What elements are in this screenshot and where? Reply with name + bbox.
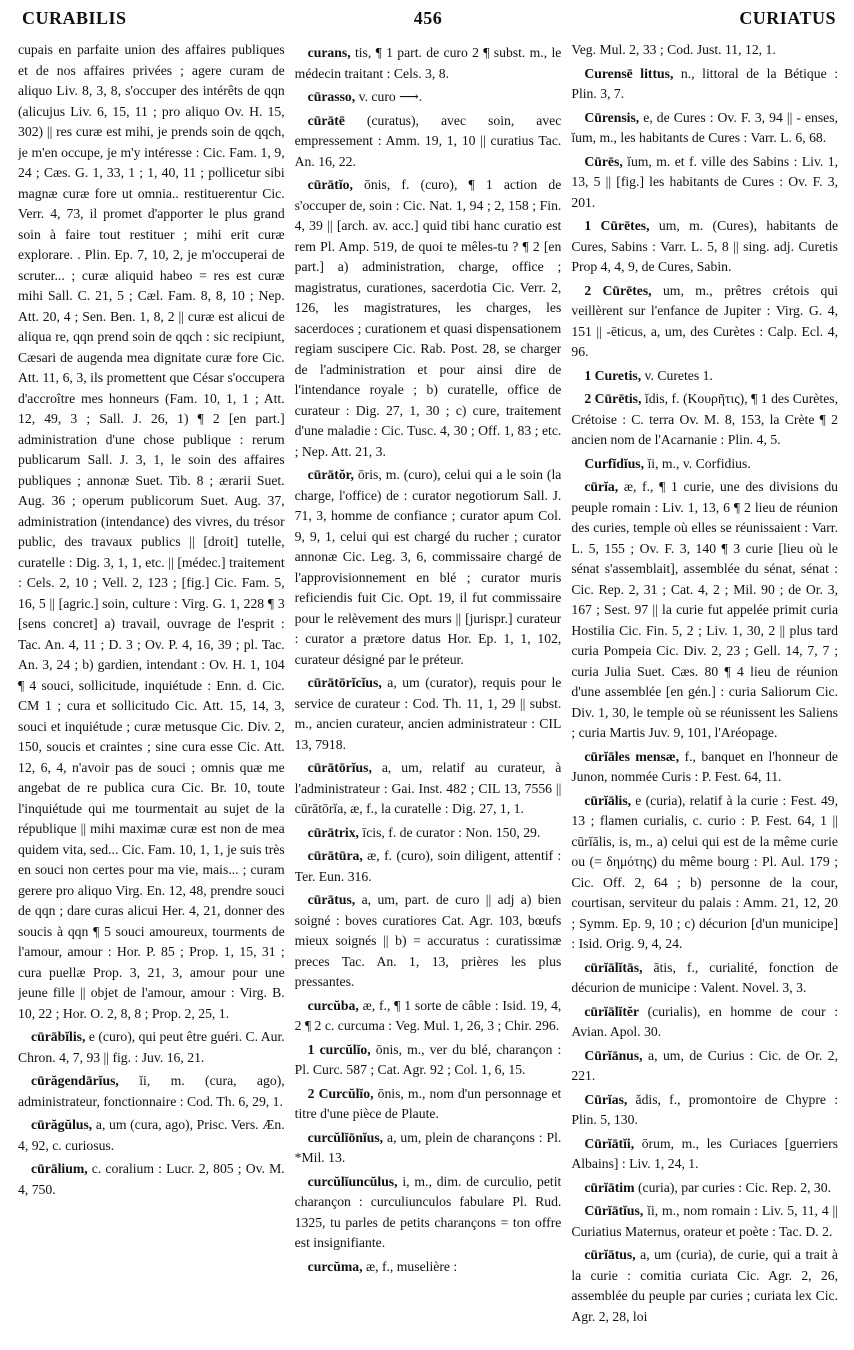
entry-text: æ, f. (curo), soin diligent, attentif : Ter. Eun. 316.	[294, 848, 562, 884]
dictionary-entry	[571, 958, 838, 999]
dictionary-entry	[571, 1178, 838, 1199]
entry-text: æ, f., ¶ 1 curie, une des divisions du peuple romain : Liv. 1, 13, 6 ¶ 2 lieu de réunion des curies, temple où elles se réunissaient : Varr. L. 5, 155 ; Ov. F. 3, 140 ¶ 3 curie [lieu où le sénat s'assemblait], assemblée du sénat, sénat : Cic. Rep. 2, 31 ; Cat. 4, 2 ; Mil. 90 ; de Or. 3, 167 ; Sest. 97 || la curie fut appelée primit curia Hostilia Cic. Fin. 5, 2 ; Liv. 1, 30, 2 || plus tard curia Pompeia Cic. Div. 2, 23 ; Gell. 14, 7, 7 ; curia Julia Suet. Cæs. 80 ¶ 4 lieu de réunion d'une assemblée [en gén.] : curia Saliorum Cic. Div. 1, 30, le temple où se réunissent les Saliens ; curia Martis Juv. 9, 101, l'Aréopage.	[571, 479, 839, 740]
dictionary-entry	[295, 43, 562, 84]
dictionary-entry	[295, 673, 562, 755]
dictionary-entry	[295, 890, 562, 993]
dictionary-entry	[295, 1040, 562, 1081]
dictionary-entry	[295, 1172, 562, 1254]
entry-headword: cūrăgŭlus,	[31, 1117, 93, 1132]
entry-text: (curia), par curies : Cic. Rep. 2, 30.	[634, 1179, 832, 1195]
entry-text: ōrum, m., les Curiaces [guerriers Albains] : Liv. 1, 24, 1.	[571, 1135, 839, 1171]
dictionary-entry	[18, 1159, 285, 1200]
dictionary-entry	[571, 216, 838, 278]
dictionary-entry	[295, 823, 562, 844]
dictionary-entry	[571, 389, 838, 451]
entry-headword: Curensē littus,	[584, 65, 674, 81]
entry-headword: cūrātrix,	[307, 824, 359, 840]
entry-headword: curcŭba,	[307, 997, 359, 1013]
entry-text: c. coralium : Lucr. 2, 805 ; Ov. M. 4, 750.	[18, 1161, 285, 1197]
dictionary-entry	[571, 477, 838, 744]
dictionary-entry	[571, 1134, 838, 1175]
entry-headword: cūrĭālĭtās,	[584, 959, 643, 975]
dictionary-entry	[571, 454, 838, 475]
entry-text: a, um (curia), de curie, qui a trait à la curie : comitia curiata Cic. Agr. 2, 26, assemblée du peuple par curies ; curiata lex Cic. Agr. 2, 28, loi	[571, 1247, 839, 1324]
entry-text: ĭi, m., v. Corfidius.	[644, 455, 751, 471]
dictionary-entry	[295, 87, 562, 108]
entry-headword: cūrĭālis,	[584, 792, 632, 808]
entry-text: i, m., dim. de curculio, petit charançon : curculiunculos fabulare Pl. Rud. 1325, tu parles de petits charançons = ton offre est insignifiante.	[294, 1173, 562, 1250]
dictionary-entry	[18, 1027, 285, 1068]
entry-text: um, m. (Cures), habitants de Cures, Sabins : Varr. L. 5, 8 || sing. adj. Curetis Prop 4, 4, 9, de Cures, Sabin.	[571, 218, 839, 274]
entry-headword: Cūrēs,	[584, 153, 623, 169]
entry-text: ōris, m. (curo), celui qui a le soin (la charge, l'office) de : curator negotiorum Sall. J. 71, 3, homme de confiance ; curator apum Col. 9, 9, 1, celui qui est chargé du rucher ; curator annonæ Cic. Leg. 3, 6, commissaire chargé de l'approvisionnement en blé ; curator muris reficiendis fuit Cic. Opt. 19, il fut commissaire pour le relèvement des murs || [jurispr.] curateur : curator a prætore datus Hor. Ep. 1, 1, 102, curateur désigné par le préteur.	[294, 467, 562, 667]
dictionary-entry	[571, 1245, 838, 1327]
entry-headword: cūrātūra,	[307, 848, 363, 863]
header-left-guideword: CURABILIS	[22, 8, 127, 28]
entry-headword: Cūrĭānus,	[584, 1047, 643, 1063]
entry-headword: cūrālium,	[31, 1161, 88, 1176]
entry-headword: Cūrensis,	[584, 109, 640, 125]
entry-text: Veg. Mul. 2, 33 ; Cod. Just. 11, 12, 1.	[571, 42, 776, 57]
dictionary-entry	[295, 846, 562, 887]
entry-headword: 1 curcŭlĭo,	[307, 1041, 371, 1057]
entry-headword: cūrātōrĭus,	[307, 760, 372, 775]
entry-text: e (curo), qui peut être guéri. C. Aur. Chron. 4, 7, 93 || fig. : Juv. 16, 21.	[18, 1029, 285, 1065]
entry-headword: cūrĭālĭtĕr	[584, 1003, 640, 1019]
dictionary-entry	[295, 758, 562, 820]
entry-text: ĭi, m. (cura, ago), administrateur, fonctionnaire : Cod. Th. 6, 29, 1.	[18, 1073, 285, 1109]
dictionary-entry	[295, 1084, 562, 1125]
dictionary-entry	[571, 1002, 838, 1043]
dictionary-entry	[571, 791, 838, 955]
entry-headword: Cūrĭātĭi,	[584, 1135, 635, 1151]
entry-text: ōnis, m., ver du blé, charançon : Pl. Curc. 587 ; Cat. Agr. 92 ; Col. 1, 6, 15.	[294, 1041, 562, 1077]
entry-headword: 1 Curetis,	[584, 367, 642, 383]
entry-headword: cūrasso,	[307, 89, 356, 104]
dictionary-entry	[571, 64, 838, 105]
entry-text: ōnis, m., nom d'un personnage et titre d'une pièce de Plaute.	[294, 1085, 562, 1121]
entry-text: a, um, relatif au curateur, à l'administrateur : Gai. Inst. 482 ; CIL 13, 7556 || cūrātōrĭa, æ, f., la curatelle : Dig. 27, 1, 1.	[294, 760, 562, 816]
dictionary-entry	[571, 1090, 838, 1131]
entry-text: f., banquet en l'honneur de Junon, nommée Curis : P. Fest. 64, 11.	[571, 748, 839, 784]
running-head	[18, 8, 838, 34]
dictionary-entry	[295, 996, 562, 1037]
entry-headword: curcŭlĭōnĭus,	[307, 1129, 384, 1145]
dictionary-entry	[295, 111, 562, 173]
entry-text: īcis, f. de curator : Non. 150, 29.	[358, 824, 541, 840]
entry-headword: cūrĭāles mensæ,	[584, 748, 680, 764]
column-2	[295, 40, 562, 1342]
entry-headword: Curfĭdĭus,	[584, 455, 645, 471]
page-number: 456	[413, 8, 443, 28]
entry-headword: cūrĭa,	[584, 479, 619, 494]
dictionary-entry	[571, 1046, 838, 1087]
entry-headword: cūrātŏr,	[307, 467, 354, 482]
entry-text: (curatus), avec soin, avec empressement : Amm. 19, 1, 10 || curatius Tac. An. 16, 22.	[294, 112, 562, 169]
entry-text: ĭi, m., nom romain : Liv. 5, 11, 4 || Curiatius Maternus, orateur et poète : Tac. D. 2.	[571, 1203, 839, 1239]
dictionary-entry	[571, 40, 838, 61]
dictionary-columns	[18, 40, 838, 1342]
entry-text: a, um (curator), requis pour le service de curateur : Cod. Th. 11, 1, 29 || subst. m., ancien curateur, ancien administrateur : CIL 13, 7918.	[294, 675, 562, 752]
entry-text: a, um, plein de charançons : Pl. *Mil. 13.	[294, 1129, 562, 1165]
entry-headword: cūrātē	[307, 112, 345, 128]
entry-text: ātis, f., curialité, fonction de décurion de municipe : Valent. Novel. 3, 3.	[571, 959, 839, 995]
entry-headword: cūrābĭlis,	[31, 1029, 86, 1044]
dictionary-entry	[18, 40, 285, 1024]
entry-text: ădis, f., promontoire de Chypre : Plin. 5, 130.	[571, 1091, 839, 1127]
entry-text: a, um, de Curius : Cic. de Or. 2, 221.	[571, 1047, 839, 1083]
entry-text: cupais en parfaite union des affaires publiques et de nos affaires privées ; agere curam de aliquo Liv. 8, 3, 8, s'occuper des intérêts de qqn (alicujus Liv. 6, 15, 11 ; pro aliquo Ov. H. 15, 302) || res curæ est mihi, je prends soin de qqch, je m'en occupe, je m'y intéresse : Cic. Fam. 1, 9, 24 ; Cæs. G. 1, 33, 1 ; 1, 40, 11 ; pollicetur sibi magnæ curæ fore ut omnia.. restituerentur Cic. Verr. 4, 73, il promet d'apporter le plus grand soin à faire tout restituer ; mihi erit curæ explorare. . Plin. Ep. 7, 10, 2, je m'occuperai de scruter... ; curæ aliquid habeo = res est curæ mihi Sall. C. 21, 5 ; Cæl. Fam. 8, 8, 10 ; Nep. Att. 20, 4 ; Sen. Ben. 1, 8, 2 || curæ est alicui de aliqua re, qqn prend soin de qqch : sic recipiunt, Cæsari de augenda mea dignitate curæ fore Cic. Att. 11, 6, 3, ils promettent que César s'occupera d'accroître mes honneurs (Fam. 10, 1, 1 ; Att. 12, 49, 3 ; Sall. J. 26, 1) ¶ 2 [en part.] administration d'une chose publique : rerum publicarum Sall. J. 3, 1, le soin des affaires publiques ; annonæ Suet. Tib. 8 ; ærarii Suet. Aug. 36 ; operum publicorum Suet. Aug. 37, administration (intendance) des vivres, du trésor public, des travaux publics || [droit] tutelle, curatelle : Dig. 3, 1, 1, etc. || [médec.] traitement : Cels. 2, 10 ; Vell. 2, 123 ; [fig.] Cic. Fam. 5, 16, 5 || [agric.] soin, culture : Virg. G. 1, 228 ¶ 3 [sens concret] a) travail, ouvrage de l'esprit : Tac. An. 4, 11 ; D. 3 ; Ov. P. 4, 16, 39 ; pl. Tac. An. 3, 24 ; b) gardien, intendant : Ov. H. 1, 104 ¶ 4 souci, sollicitude, inquiétude : Enn. d. Cic. CM 1 ; cura et sollicitudo Cic. Att. 15, 14, 3, souci et inquiétude ; curæ metusque Cic. Div. 2, 150, soucis et craintes ; sine cura esse Cic. Att. 12, 6, 4, n'avoir pas de souci ; omnis quæ me angebat de re publica cura Cic. Br. 10, toute l'inquiétude qui me tourmentait au sujet de la république || mihi maximæ curæ est non de mea quidem vita, sed... Cic. Fam. 10, 1, 1, je suis très en souci non certes pour ma vie, mais... ; curam gerere pro aliquo Virg. En. 12, 48, prendre souci de qqn ; dare curas alicui Her. 4, 21, donner des soucis à qqn ¶ 5 souci amoureux, tourments de l'amour, amour : Hor. P. 85 ; Prop. 1, 15, 31 ; cura puellæ Prop. 3, 21, 3, amour pour une jeune fille || objet de l'amour, amour : Virg. B. 10, 22 ; Hor. O. 2, 8, 8 ; Prop. 2, 25, 1.	[18, 42, 285, 1021]
dictionary-entry	[571, 152, 838, 214]
dictionary-entry	[571, 281, 838, 363]
entry-text: æ, f., muselière :	[362, 1258, 458, 1274]
entry-headword: curcŭlĭuncŭlus,	[307, 1173, 398, 1189]
entry-headword: 2 Cūrētes,	[584, 282, 652, 298]
entry-text: e, de Cures : Ov. F. 3, 94 || - enses, ĭum, m., les habitants de Cures : Varr. L. 6, 68.	[571, 109, 839, 145]
entry-text: n., littoral de la Bétique : Plin. 3, 7.	[571, 65, 839, 101]
dictionary-entry	[571, 366, 838, 387]
column-3	[571, 40, 838, 1342]
dictionary-entry	[295, 1257, 562, 1278]
entry-headword: 1 Cūrētes,	[584, 218, 650, 233]
entry-headword: cūrĭātim	[584, 1179, 635, 1195]
entry-text: (curialis), en homme de cour : Avian. Apol. 30.	[571, 1003, 839, 1039]
dictionary-entry	[18, 1071, 285, 1112]
dictionary-entry	[18, 1115, 285, 1156]
entry-text: a, um, part. de curo || adj a) bien soigné : boves curatiores Cat. Agr. 103, bœufs mieux soignés || b) = accuratus : curatissimæ preces Tac. An. 1, 13, prières les plus pressantes.	[294, 892, 562, 989]
entry-text: v. Curetes 1.	[641, 367, 713, 383]
entry-headword: 2 Cūrētis,	[584, 391, 642, 406]
entry-text: ōnis, f. (curo), ¶ 1 action de s'occuper de, soin : Cic. Nat. 1, 94 ; 2, 158 ; Fin. 4, 39 || [arch. av. acc.] quid tibi hanc curatio est rem Pl. Amp. 519, de quoi te mêles-tu ? ¶ 2 [en part.] a) administration, charge, office ; magistratus, curationes, sacerdotia Cic. Verr. 2, 126, les magistratures, les charges, les sacerdoces ; curationem et quasi dispensationem regiam suscipere Cic. Rab. Post. 28, se charger de l'administration et pour ainsi dire de l'intendance royale ; b) curatelle, office de curateur : Dig. 27, 1, 30 ; c) cure, traitement d'une maladie : Cic. Tusc. 4, 30 ; Off. 1, 83 ; etc. ; Nep. Att. 21, 3.	[294, 177, 562, 459]
dictionary-entry	[295, 1128, 562, 1169]
entry-text: a, um (cura, ago), Prisc. Vers. Æn. 4, 92, c. curiosus.	[18, 1117, 285, 1153]
dictionary-entry	[571, 747, 838, 788]
entry-headword: cūrātus,	[307, 892, 356, 907]
entry-headword: 2 Curcŭlĭo,	[307, 1085, 374, 1101]
entry-text: v. curo ⟶.	[355, 89, 423, 104]
entry-headword: Cūrĭas,	[584, 1091, 628, 1107]
entry-headword: Cūrĭātĭus,	[584, 1203, 644, 1218]
entry-headword: cūrātĭo,	[307, 177, 353, 192]
dictionary-entry	[295, 175, 562, 462]
entry-headword: cūrĭātus,	[584, 1247, 636, 1262]
entry-headword: curans,	[307, 45, 351, 60]
dictionary-entry	[571, 1201, 838, 1242]
entry-text: e (curia), relatif à la curie : Fest. 49, 13 ; flamen curialis, c. curio : P. Fest. 64, 1 || cūrĭālis, is, m., a) celui qui est de la même curie ou (= δημότης) du même bourg : Pl. Aul. 179 ; Cic. Off. 2, 64 ; b) personne de la cour, courtisan, serviteur du palais : Amm. 21, 12, 20 ; Symm. Ep. 9, 10 ; c) décurion [d'un municipe] : Isid. Orig. 9, 4, 24.	[571, 792, 839, 951]
entry-text: ĭum, m. et f. ville des Sabins : Liv. 1, 13, 5 || [fig.] les habitants de Cures : Ov. F. 3, 201.	[571, 153, 839, 210]
entry-text: tis, ¶ 1 part. de curo 2 ¶ subst. m., le médecin traitant : Cels. 3, 8.	[294, 45, 562, 81]
entry-text: um, m., prêtres crétois qui veillèrent sur l'enfance de Jupiter : Virg. G. 4, 151 || -ēticus, a, um, des Curètes : Calp. Ecl. 4, 96.	[571, 282, 839, 359]
entry-text: æ, f., ¶ 1 sorte de câble : Isid. 19, 4, 2 ¶ 2 c. curcuma : Veg. Mul. 1, 26, 3 ; Chir. 296.	[294, 997, 562, 1033]
header-right-guideword: CURIATUS	[739, 8, 836, 28]
entry-headword: curcŭma,	[307, 1258, 363, 1274]
dictionary-entry	[295, 465, 562, 670]
entry-headword: cūrātōrĭcĭus,	[307, 675, 382, 690]
dictionary-entry	[571, 108, 838, 149]
entry-headword: cūrăgendārĭus,	[31, 1073, 119, 1088]
column-1	[18, 40, 285, 1342]
entry-text: ĭdis, f. (Κουρῆτις), ¶ 1 des Curètes, Crétoise : C. terra Ov. M. 8, 153, la Crète ¶ 2 ancien nom de l'Acarnanie : Plin. 4, 5.	[571, 391, 839, 447]
